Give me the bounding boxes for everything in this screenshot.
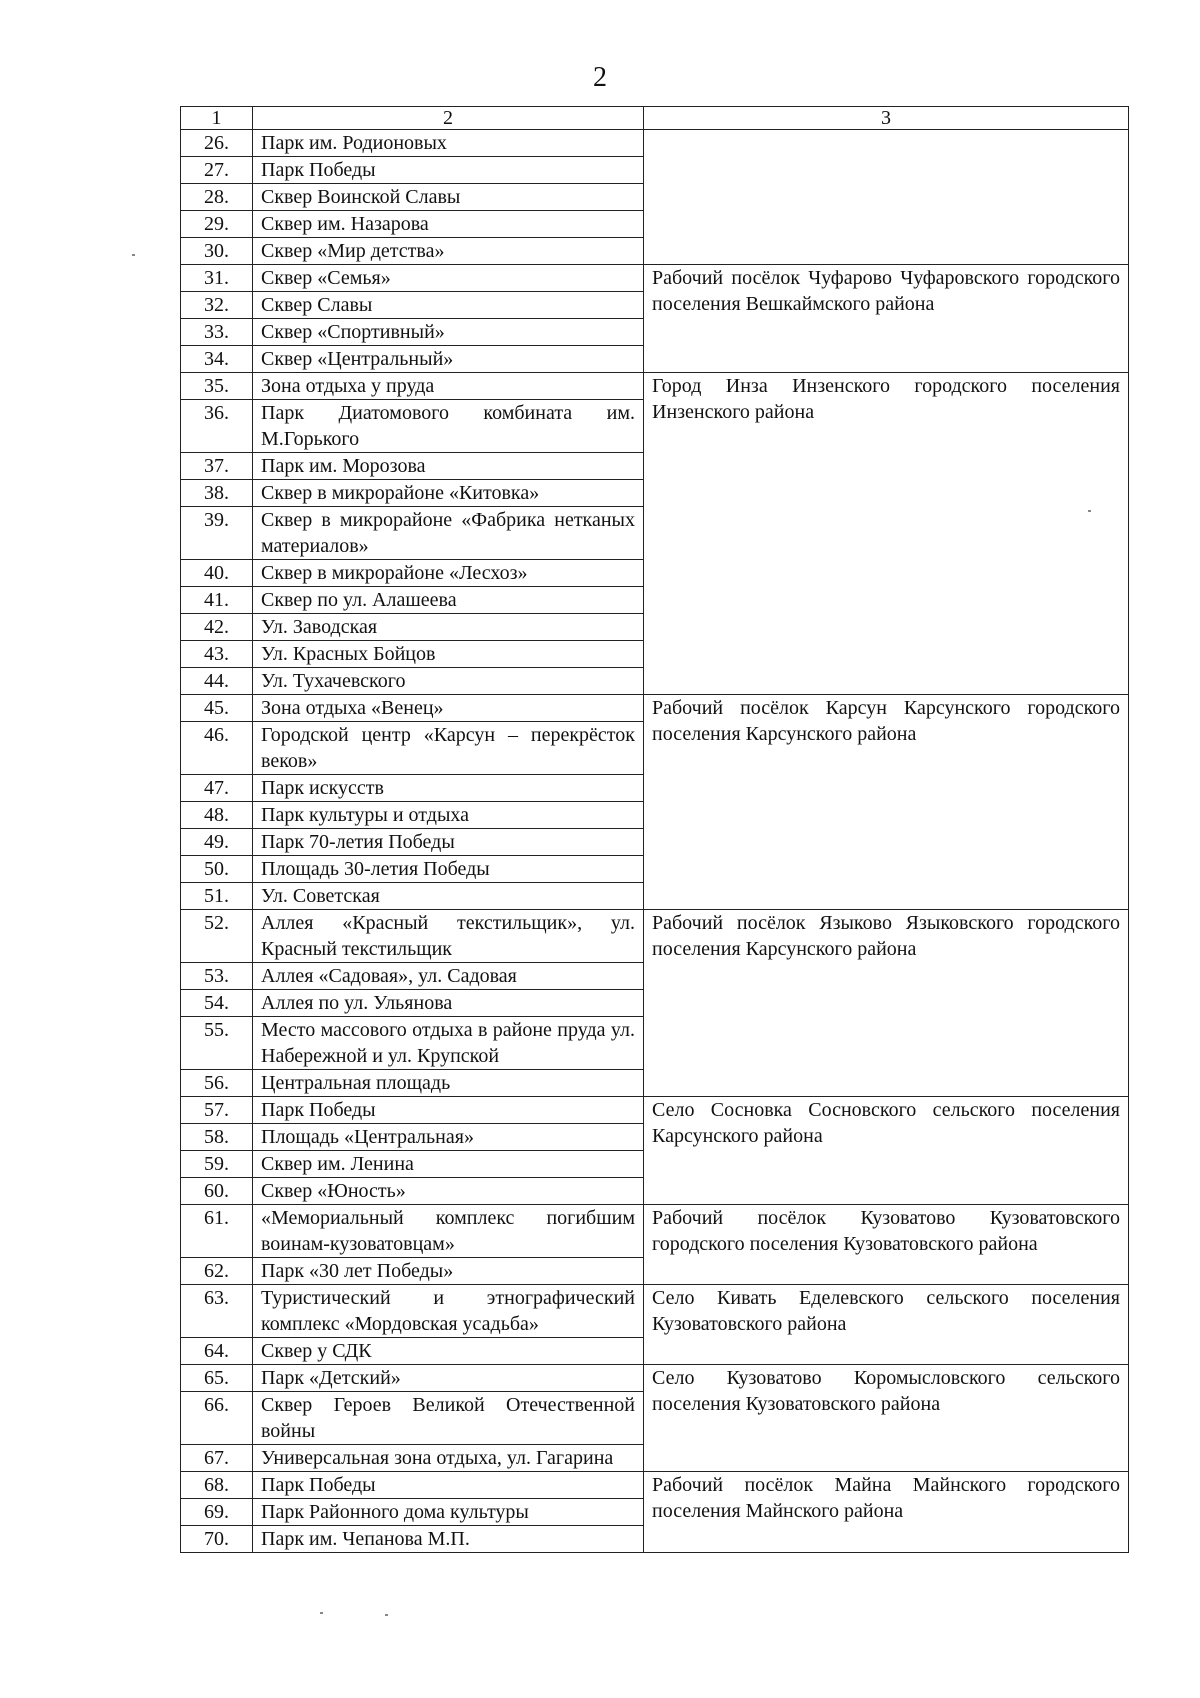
row-number: 30. (181, 238, 253, 265)
locality-cell: Село Кивать Еделевского сельского поселения Кузоватовского района (644, 1285, 1129, 1365)
object-name: Место массового отдыха в районе пруда ул. Набережной и ул. Крупской (253, 1017, 644, 1070)
object-name: Парк «Детский» (253, 1365, 644, 1392)
row-number: 59. (181, 1151, 253, 1178)
row-number: 51. (181, 883, 253, 910)
object-name: Парк «30 лет Победы» (253, 1258, 644, 1285)
header-col-1: 1 (181, 107, 253, 130)
row-number: 67. (181, 1445, 253, 1472)
object-name: Ул. Красных Бойцов (253, 641, 644, 668)
row-number: 29. (181, 211, 253, 238)
locality-cell: Рабочий посёлок Кузоватово Кузоватовского городского поселения Кузоватовского района (644, 1205, 1129, 1285)
table-row (181, 1097, 1129, 1124)
header-col-3: 3 (644, 107, 1129, 130)
row-number: 62. (181, 1258, 253, 1285)
object-name: Зона отдыха «Венец» (253, 695, 644, 722)
row-number: 43. (181, 641, 253, 668)
object-name: Городской центр «Карсун – перекрёсток веков» (253, 722, 644, 775)
object-name: Парк им. Морозова (253, 453, 644, 480)
parks-table (180, 106, 1129, 1553)
row-number: 33. (181, 319, 253, 346)
table-row (181, 695, 1129, 722)
row-number: 32. (181, 292, 253, 319)
row-number: 60. (181, 1178, 253, 1205)
object-name: Сквер в микрорайоне «Фабрика нетканых материалов» (253, 507, 644, 560)
object-name: Сквер «Спортивный» (253, 319, 644, 346)
object-name: Ул. Тухачевского (253, 668, 644, 695)
object-name: Парк им. Чепанова М.П. (253, 1526, 644, 1553)
object-name: Универсальная зона отдыха, ул. Гагарина (253, 1445, 644, 1472)
locality-cell: Город Инза Инзенского городского поселения Инзенского района (644, 373, 1129, 695)
locality-cell: Рабочий посёлок Майна Майнского городского поселения Майнского района (644, 1472, 1129, 1553)
object-name: Сквер в микрорайоне «Китовка» (253, 480, 644, 507)
locality-cell: Рабочий посёлок Карсун Карсунского городского поселения Карсунского района (644, 695, 1129, 910)
object-name: Парк 70-летия Победы (253, 829, 644, 856)
table-body (181, 107, 1129, 1553)
table-row (181, 1365, 1129, 1392)
table-row (181, 1472, 1129, 1499)
object-name: Парк Диатомового комбината им. М.Горького (253, 400, 644, 453)
row-number: 47. (181, 775, 253, 802)
object-name: Сквер им. Ленина (253, 1151, 644, 1178)
locality-cell: Село Кузоватово Коромысловского сельского поселения Кузоватовского района (644, 1365, 1129, 1472)
table-row (181, 1285, 1129, 1338)
row-number: 27. (181, 157, 253, 184)
object-name: Парк им. Родионовых (253, 130, 644, 157)
table-row (181, 265, 1129, 292)
row-number: 28. (181, 184, 253, 211)
scan-speck (132, 254, 135, 256)
row-number: 46. (181, 722, 253, 775)
row-number: 39. (181, 507, 253, 560)
row-number: 45. (181, 695, 253, 722)
object-name: Аллея «Красный текстильщик», ул. Красный текстильщик (253, 910, 644, 963)
row-number: 56. (181, 1070, 253, 1097)
row-number: 36. (181, 400, 253, 453)
object-name: Зона отдыха у пруда (253, 373, 644, 400)
row-number: 48. (181, 802, 253, 829)
row-number: 64. (181, 1338, 253, 1365)
row-number: 66. (181, 1392, 253, 1445)
row-number: 44. (181, 668, 253, 695)
object-name: Сквер в микрорайоне «Лесхоз» (253, 560, 644, 587)
locality-cell: Село Сосновка Сосновского сельского поселения Карсунского района (644, 1097, 1129, 1205)
object-name: Парк искусств (253, 775, 644, 802)
object-name: Туристический и этнографический комплекс «Мордовская усадьба» (253, 1285, 644, 1338)
object-name: Парк Победы (253, 1097, 644, 1124)
table-row (181, 130, 1129, 157)
table-row (181, 373, 1129, 400)
row-number: 50. (181, 856, 253, 883)
row-number: 61. (181, 1205, 253, 1258)
object-name: Сквер Славы (253, 292, 644, 319)
locality-cell: Рабочий посёлок Чуфарово Чуфаровского городского поселения Вешкаймского района (644, 265, 1129, 373)
header-col-2: 2 (253, 107, 644, 130)
row-number: 54. (181, 990, 253, 1017)
scan-speck (385, 1614, 388, 1616)
locality-cell (644, 130, 1129, 265)
row-number: 42. (181, 614, 253, 641)
row-number: 69. (181, 1499, 253, 1526)
row-number: 68. (181, 1472, 253, 1499)
object-name: Парк Победы (253, 1472, 644, 1499)
row-number: 55. (181, 1017, 253, 1070)
object-name: «Мемориальный комплекс погибшим воинам-кузоватовцам» (253, 1205, 644, 1258)
header-row (181, 107, 1129, 130)
object-name: Аллея «Садовая», ул. Садовая (253, 963, 644, 990)
object-name: Сквер «Мир детства» (253, 238, 644, 265)
row-number: 53. (181, 963, 253, 990)
row-number: 41. (181, 587, 253, 614)
table-row (181, 910, 1129, 963)
object-name: Парк культуры и отдыха (253, 802, 644, 829)
row-number: 34. (181, 346, 253, 373)
page-number: 2 (593, 62, 607, 93)
object-name: Аллея по ул. Ульянова (253, 990, 644, 1017)
object-name: Парк Победы (253, 157, 644, 184)
object-name: Парк Районного дома культуры (253, 1499, 644, 1526)
row-number: 40. (181, 560, 253, 587)
row-number: 38. (181, 480, 253, 507)
object-name: Центральная площадь (253, 1070, 644, 1097)
row-number: 70. (181, 1526, 253, 1553)
row-number: 49. (181, 829, 253, 856)
row-number: 57. (181, 1097, 253, 1124)
row-number: 37. (181, 453, 253, 480)
object-name: Сквер Воинской Славы (253, 184, 644, 211)
row-number: 35. (181, 373, 253, 400)
scan-speck (320, 1612, 323, 1614)
scan-speck (1088, 510, 1091, 512)
object-name: Сквер по ул. Алашеева (253, 587, 644, 614)
row-number: 52. (181, 910, 253, 963)
row-number: 26. (181, 130, 253, 157)
object-name: Сквер «Юность» (253, 1178, 644, 1205)
row-number: 31. (181, 265, 253, 292)
object-name: Площадь 30-летия Победы (253, 856, 644, 883)
locality-cell: Рабочий посёлок Языково Языковского городского поселения Карсунского района (644, 910, 1129, 1097)
object-name: Сквер им. Назарова (253, 211, 644, 238)
row-number: 58. (181, 1124, 253, 1151)
object-name: Сквер «Центральный» (253, 346, 644, 373)
object-name: Сквер «Семья» (253, 265, 644, 292)
object-name: Площадь «Центральная» (253, 1124, 644, 1151)
object-name: Сквер у СДК (253, 1338, 644, 1365)
object-name: Ул. Советская (253, 883, 644, 910)
row-number: 65. (181, 1365, 253, 1392)
object-name: Ул. Заводская (253, 614, 644, 641)
row-number: 63. (181, 1285, 253, 1338)
object-name: Сквер Героев Великой Отечественной войны (253, 1392, 644, 1445)
table-row (181, 1205, 1129, 1258)
